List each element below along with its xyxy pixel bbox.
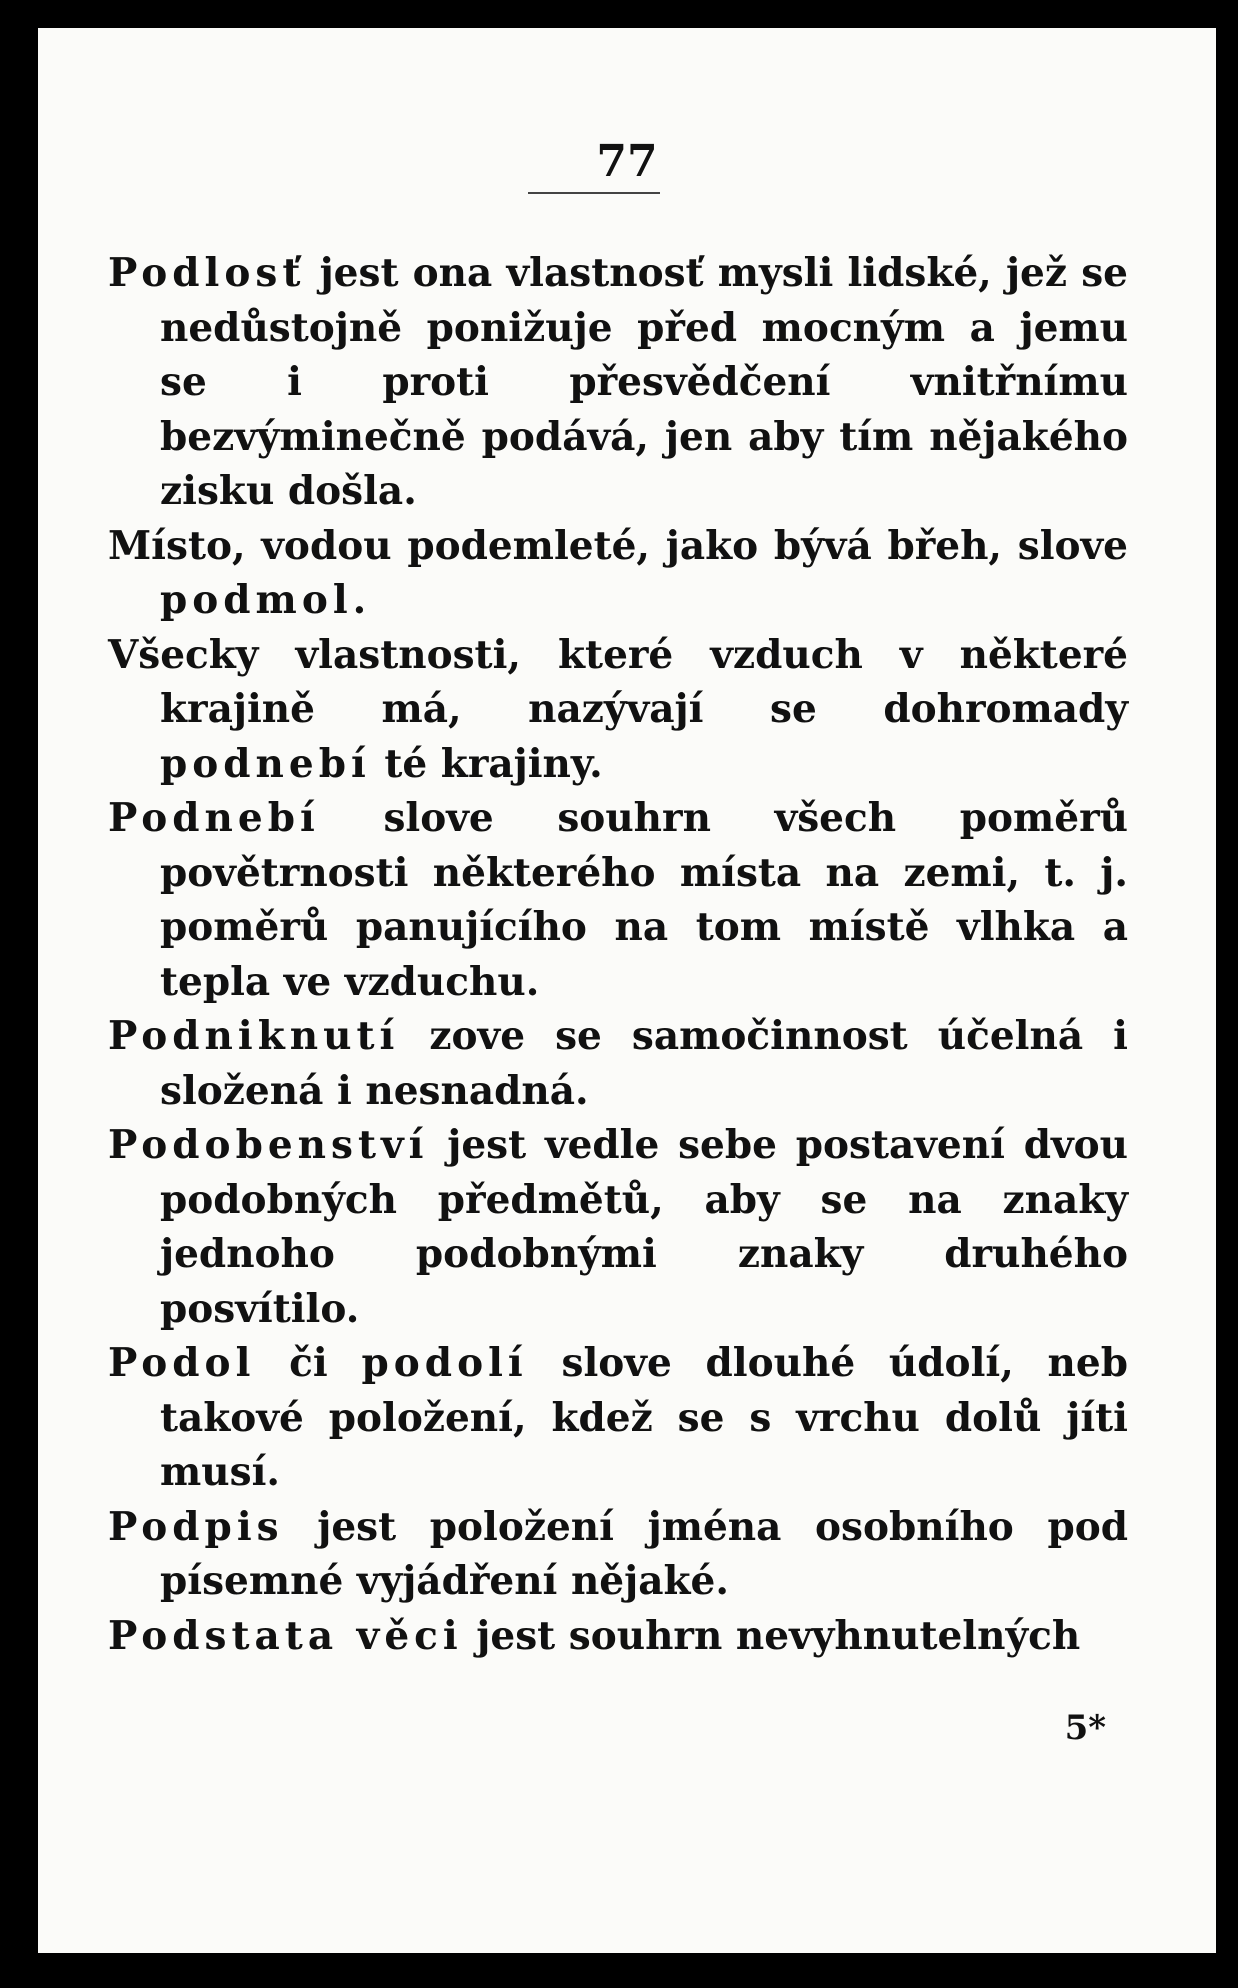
entry-podpis [108,1500,1128,1609]
header-rule [528,192,660,194]
entry-term: Podpis [108,1503,284,1550]
dictionary-text [108,246,1128,1663]
entry-text: zove se samočinnost účelná i složená i nesnadná. [160,1013,1128,1114]
entry-text: Všecky vlastnosti, které vzduch v některé krajině má, nazývají se dohromady [108,631,1128,732]
entry-podol [108,1336,1128,1500]
entry-podmol [108,519,1128,628]
entry-text: Místo, vodou podemleté, jako bývá břeh, slove [108,522,1128,569]
entry-podnebi [108,791,1128,1009]
entry-term: podnebí [160,740,371,787]
entry-text: jest ona vlastnosť mysli lidské, jež se nedůstojně ponižuje před mocným a jemu se i proti přesvědčení vnitřnímu bezvýminečně podává, jen aby tím nějakého zisku došla. [160,250,1128,514]
entry-text-end: . [352,577,367,623]
entry-text: jest souhrn nevyhnutelných [462,1612,1081,1659]
entry-term: Podnebí [108,795,320,841]
entry-term: Podstata věci [108,1612,463,1659]
entry-text: jest položení jména osobního pod písemné vyjádření nějaké. [160,1503,1128,1604]
book-page [38,28,1216,1953]
entry-term: Podol [108,1340,256,1386]
entry-term: Podobenství [108,1122,429,1168]
entry-text: jest vedle sebe postavení dvou podobných předmětů, aby se na znaky jednoho podobnými znaky druhého posvítilo. [160,1122,1128,1332]
entry-term-2: podolí [361,1340,528,1386]
entry-text-end: slove dlouhé údolí, neb takové položení, kdež se s vrchu dolů jíti musí. [160,1340,1128,1495]
entry-podniknuti [108,1009,1128,1118]
entry-text: či [255,1340,362,1386]
entry-podnebi-intro [108,628,1128,792]
page-number: 77 [596,136,658,187]
entry-text-end: té krajiny. [370,740,603,787]
signature-mark: 5* [1064,1708,1106,1748]
entry-podlost [108,246,1128,519]
entry-term: Podniknutí [108,1013,400,1059]
entry-text: slove souhrn všech poměrů povětrnosti některého místa na zemi, t. j. poměrů panujícího na tom místě vlhka a tepla ve vzduchu. [160,795,1128,1005]
entry-term: podmol [160,577,353,623]
entry-podobenstvi [108,1118,1128,1336]
entry-term: Podlosť [108,250,306,296]
entry-podstata [108,1609,1128,1664]
